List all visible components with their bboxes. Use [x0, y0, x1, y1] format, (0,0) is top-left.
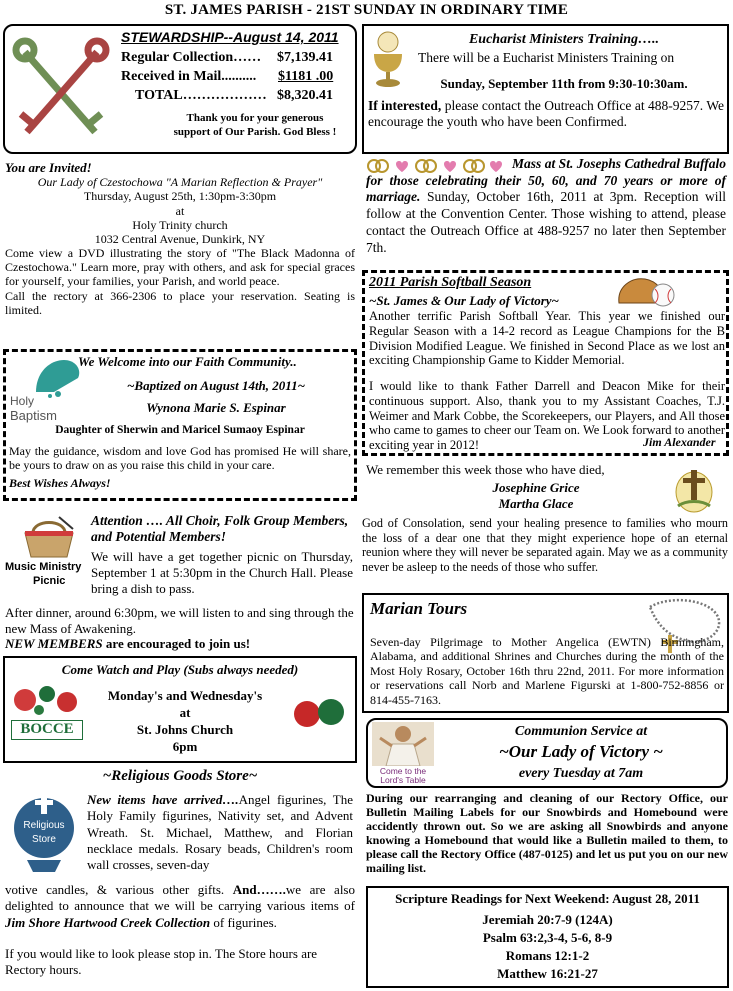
bocce-time: 6pm [172, 739, 198, 754]
crossed-keys-icon [11, 36, 111, 146]
baptized-parents: Daughter of Sherwin and Maricel Sumaoy Espinar [55, 424, 305, 436]
mass-section [366, 156, 726, 266]
religious-store-logo [11, 790, 77, 874]
logo-lords-table: Lord's Table [380, 775, 426, 785]
softball-signature: Jim Alexander [643, 435, 716, 449]
store-body-1-tail: votive candles, & various other gifts. [5, 882, 225, 897]
music-picnic-logo [5, 515, 89, 595]
remember-section [362, 462, 728, 592]
bocce-church: St. Johns Church [136, 722, 234, 737]
eucharist-contact [368, 98, 724, 130]
store-heading: ~Religious Goods Store~ [102, 768, 258, 784]
new-members-line [5, 636, 250, 651]
choir-section [5, 513, 355, 653]
mail-label: Received in Mail.......... [121, 69, 257, 84]
reading-item: Matthew 16:21-27 [497, 966, 598, 981]
mass-heading: Mass at St. Josephs Cathedral Buffalo for those celebrating their 50, 60, and 70 years or more of marriage. [366, 156, 726, 205]
reading-item: Jeremiah 20:7-9 (124A) [482, 912, 613, 927]
softball-p2: I would like to thank Father Darrell and Deacon Mike for their continuous support. Also, thank you to my Assistant Coaches, T.J. Weimer and Mark Cobbe, the Scorekeepers, our Players, and All those who came to games to cheer our Team on. We Look forward to another exciting year in 2012! [369, 379, 725, 452]
eucharist-heading: Eucharist Ministers Training….. [468, 32, 660, 47]
baptized-name: Wynona Marie S. Espinar [146, 400, 286, 415]
bocce-box [3, 656, 357, 763]
marian-body: Seven-day Pilgrimage to Mother Angelica (EWTN) Birmingham, Alabama, and additional Shrines and Churches during the month of the Most Holy Rosary, October 16th thru 22nd, 2011. For more information or reservations call Norb and Marlene Figurski at 1-800-752-8856 or 814-455-7163. [370, 635, 724, 707]
invited-call: Call the rectory at 366-2306 to place your reservation. Seating is limited. [5, 288, 355, 317]
communion-place: ~Our Lady of Victory ~ [499, 742, 663, 761]
mailing-notice: During our rearranging and cleaning of our Rectory Office, our Bulletin Mailing Labels for our Snowbirds and Homebound were accidently thrown out. So we are asking all Snowbirds and anyone knowing a Homebound that would like a Bulletin mailed to them, to please call the Rectory Office (487-0125) and let us put you on our new mailing list. [366, 791, 728, 875]
bocce-logo [11, 680, 83, 742]
logo-holy-text: Holy [10, 394, 35, 408]
memorial-cross-icon [672, 464, 716, 514]
store-section [5, 766, 355, 988]
page-title: ST. JAMES PARISH - 21ST SUNDAY IN ORDINARY TIME [164, 2, 569, 18]
total-label: TOTAL……………… [135, 88, 267, 103]
softball-p1: Another terrific Parish Softball Year. This year we finished our Regular Season with a 14-2 record as League Champions for the B Division Modified League. We finished in Second Place as we lost an exciting Championship Game to Kidder Memorial. [369, 309, 725, 368]
store-and: And……. [232, 882, 286, 897]
softball-glove-icon [615, 273, 679, 311]
readings-heading: Scripture Readings for Next Weekend: August 28, 2011 [395, 891, 700, 906]
welcome-wishes: Best Wishes Always! [9, 476, 111, 490]
invited-when: Thursday, August 25th, 1:30pm-3:30pm [83, 189, 277, 204]
remember-prayer: God of Consolation, send your healing presence to families who mourn the loss of a dear one that they might experience hope of an eternal reunion where they will never be separated again. May we as a community never be asleep to the needs of those who suffer. [362, 516, 728, 574]
choir-heading: Attention …. All Choir, Folk Group Members, and Potential Members! [91, 513, 349, 545]
bocce-logo-text: BOCCE [11, 720, 83, 740]
stewardship-box [3, 24, 357, 154]
logo-come-to-the: Come to the [379, 766, 427, 776]
store-body-top [87, 792, 353, 873]
bocce-days: Monday's and Wednesday's [107, 688, 263, 703]
eucharist-interested: If interested, [368, 98, 442, 113]
store-body-2: we are also delighted to announce that we will be carrying various items of [5, 882, 355, 914]
bocce-heading: Come Watch and Play (Subs always needed) [61, 662, 299, 677]
regular-collection-value: $7,139.41 [277, 50, 333, 65]
logo-baptism-text: Baptism [10, 408, 57, 423]
eucharist-date: Sunday, September 11th from 9:30-10:30am. [440, 76, 688, 91]
softball-box [362, 270, 729, 456]
communion-when: every Tuesday at 7am [518, 766, 644, 781]
choir-body-top: We will have a get together picnic on Thursday, September 1 at 5:30pm in the Church Hall. Please bring a dish to pass. [91, 549, 353, 596]
store-body-1: Angel figurines, The Holy Family figurines, Nativity set, and Advent Wreath. St. Michael, Matthew, and Florian necklace medals. Rosary beads, Children's room wall crosses, seven-day [87, 792, 353, 872]
baptized-date: ~Baptized on August 14th, 2011~ [127, 378, 305, 393]
welcome-blessing: May the guidance, wisdom and love God has promised He will share, be yours to draw on as you raise this child in your care. [9, 444, 351, 473]
reading-item: Psalm 63:2,3-4, 5-6, 8-9 [482, 930, 613, 945]
eucharist-intro: There will be a Eucharist Ministers Training on [418, 50, 675, 65]
welcome-heading: We Welcome into our Faith Community.. [78, 354, 297, 369]
logo-music-ministry: Music Ministry [5, 561, 82, 573]
store-body-bottom [5, 882, 355, 931]
invited-heading: You are Invited! [5, 160, 92, 175]
store-body-3: of figurines. [213, 914, 277, 930]
communion-heading: Communion Service at [514, 724, 648, 739]
mail-value: $1181 .00 [278, 69, 334, 84]
softball-heading: 2011 Parish Softball Season [369, 275, 532, 290]
lords-table-logo [372, 722, 434, 786]
bocce-ball-pair-icon [291, 696, 347, 730]
softball-sub: ~St. James & Our Lady of Victory~ [369, 293, 559, 308]
store-badge-icon [11, 790, 77, 874]
logo-store: Store [32, 834, 56, 845]
welcome-box [3, 349, 357, 501]
remember-intro: We remember this week those who have died, [366, 462, 605, 477]
bocce-balls-icon [11, 680, 83, 720]
choir-body-tail: After dinner, around 6:30pm, we will listen to and sing through the new Mass of Awakening. [5, 605, 354, 636]
bocce-at: at [179, 705, 191, 720]
store-lead: New items have arrived…. [87, 792, 239, 807]
thanks-line-2: support of Our Parish. God Bless ! [173, 126, 337, 138]
communion-box [366, 718, 728, 788]
invited-subtitle: Our Lady of Czestochowa "A Marian Reflection & Prayer" [37, 175, 323, 190]
thanks-line-1: Thank you for your generous [186, 112, 324, 124]
stewardship-heading: STEWARDSHIP--August 14, 2011 [121, 29, 339, 45]
mass-text [366, 156, 726, 256]
picnic-basket-icon [19, 515, 79, 559]
jesus-figure-icon [372, 722, 434, 766]
invited-at: at [175, 203, 185, 218]
invited-place: Holy Trinity church [132, 217, 228, 232]
invited-address: 1032 Central Avenue, Dunkirk, NY [94, 231, 266, 246]
total-value: $8,320.41 [277, 88, 333, 103]
marian-heading: Marian Tours [370, 599, 468, 618]
marian-box [362, 593, 729, 713]
logo-religious: Religious [23, 820, 65, 831]
holy-baptism-logo [10, 354, 74, 432]
choir-body-cont [5, 605, 355, 637]
new-members-rest: are encouraged to join us! [105, 636, 251, 651]
reading-item: Romans 12:1-2 [505, 948, 590, 963]
eucharist-box [362, 24, 729, 154]
store-hours: If you would like to look please stop in. The Store hours are Rectory hours. [5, 946, 318, 978]
invited-section [5, 160, 355, 317]
eucharist-contact-text: please contact the Outreach Office at 488-9257. We encourage the youth who have been Confirmed. [368, 98, 724, 130]
remember-name-1: Josephine Grice [492, 480, 580, 495]
mass-body: Sunday, October 16th, 2011 at 3pm. Reception will follow at the Convention Center. Those wishing to attend, please contact the Outreach Office at 488-9257 no later then September 7th. [366, 189, 726, 255]
remember-name-2: Martha Glace [498, 496, 574, 511]
invited-body: Come view a DVD illustrating the story of "The Black Madonna of Czestochowa." Learn more, pray with others, and ask for special graces for yourself, your families, your Parish, and world peace. [5, 246, 355, 289]
chalice-icon [368, 30, 408, 88]
new-members-label: NEW MEMBERS [5, 636, 103, 651]
regular-collection-label: Regular Collection…… [121, 50, 262, 65]
store-collection: Jim Shore Hartwood Creek Collection [5, 914, 211, 930]
readings-box [366, 886, 729, 988]
logo-picnic: Picnic [33, 575, 66, 587]
